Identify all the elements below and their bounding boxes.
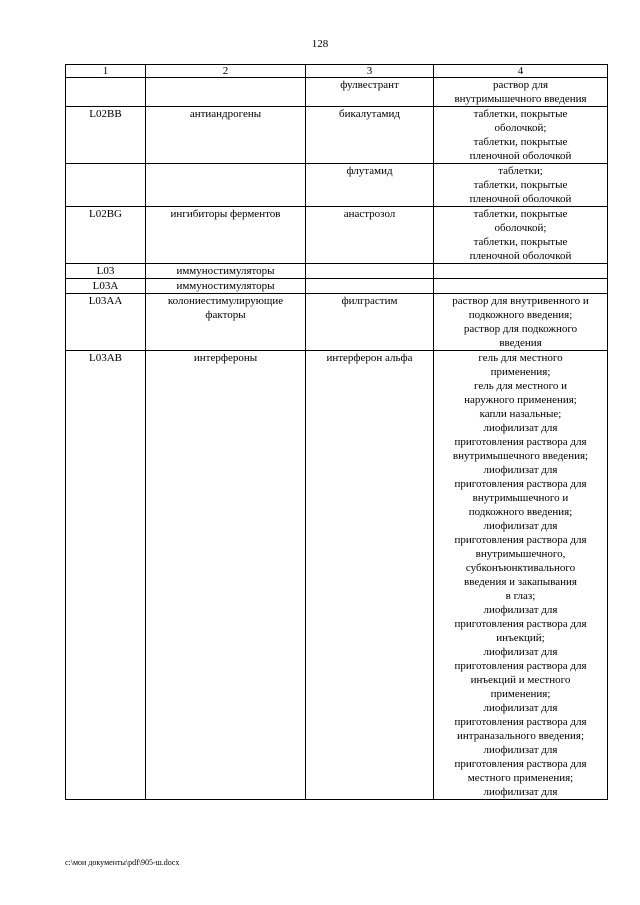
dosage-form-line: применения; [490,366,551,378]
dosage-form-line: местного применения; [467,772,574,784]
dosage-form-line: приготовления раствора для [454,716,587,728]
group-name-cell: иммуностимуляторы [146,279,306,294]
table-row [66,279,608,294]
dosage-form-line: подкожного введения; [468,309,573,321]
dosage-form-line: капли назальные; [479,408,562,420]
dosage-form-line: приготовления раствора для [454,660,587,672]
header-col-2: 2 [146,65,306,78]
substance-cell: анастрозол [306,207,434,264]
dosage-form-line: пленочной оболочкой [469,150,572,162]
table-row [66,351,608,800]
dosage-form-line: наружного применения; [464,394,577,406]
table-row [66,78,608,107]
dosage-forms-cell [434,351,608,800]
group-name-cell [146,164,306,207]
dosage-form-line: в глаз; [505,590,536,602]
dosage-form-line: интраназального введения; [457,730,584,742]
dosage-form-line: внутримышечного введения [454,93,587,105]
dosage-form-line: оболочкой; [494,222,547,234]
dosage-form-line: лиофилизат для [483,702,558,714]
file-path-footer: c:\мои документы\pdf\905-ш.docx [65,858,180,867]
substance-cell: интерферон альфа [306,351,434,800]
dosage-form-line: гель для местного и [474,380,567,392]
dosage-form-line: субконъюнктивального [465,562,576,574]
dosage-forms-cell [434,279,608,294]
table-row [66,107,608,164]
dosage-form-line: таблетки, покрытые [473,179,568,191]
dosage-form-line: оболочкой; [494,122,547,134]
dosage-form-line: таблетки, покрытые [473,108,568,120]
dosage-form-line: лиофилизат для [483,520,558,532]
dosage-form-line: лиофилизат для [483,646,558,658]
dosage-form-line: приготовления раствора для [454,618,587,630]
dosage-form-line: применения; [490,688,551,700]
table-row [66,294,608,351]
dosage-forms-cell [434,207,608,264]
header-col-4: 4 [434,65,608,78]
group-name-cell: интерфероны [146,351,306,800]
dosage-form-line: таблетки; [498,165,543,177]
group-name-cell: антиандрогены [146,107,306,164]
header-col-3: 3 [306,65,434,78]
substance-cell: филграстим [306,294,434,351]
substance-cell [306,279,434,294]
dosage-forms-cell [434,264,608,279]
drug-table [65,64,608,800]
dosage-forms-cell [434,78,608,107]
dosage-form-line: внутримышечного и [472,492,569,504]
dosage-form-line: приготовления раствора для [454,478,587,490]
header-col-1: 1 [66,65,146,78]
dosage-forms-cell [434,164,608,207]
dosage-form-line: гель для местного [478,352,563,364]
dosage-form-line: лиофилизат для [483,744,558,756]
dosage-form-line: таблетки, покрытые [473,208,568,220]
atc-code-cell: L02BG [66,207,146,264]
page-number: 128 [311,38,329,50]
dosage-form-line: пленочной оболочкой [469,193,572,205]
substance-cell: бикалутамид [306,107,434,164]
dosage-forms-cell [434,294,608,351]
dosage-form-line: таблетки, покрытые [473,236,568,248]
dosage-form-line: внутримышечного введения; [452,450,589,462]
dosage-form-line: внутримышечного, [475,548,566,560]
dosage-form-line: лиофилизат для [483,604,558,616]
table-header-row [66,65,608,78]
table-row [66,207,608,264]
atc-code-cell: L03 [66,264,146,279]
atc-code-cell: L03AB [66,351,146,800]
dosage-form-line: раствор для внутривенного и [452,295,589,307]
dosage-form-line: приготовления раствора для [454,436,587,448]
table-row [66,164,608,207]
substance-cell [306,264,434,279]
dosage-form-line: инъекций; [496,632,545,644]
atc-code-cell: L03AA [66,294,146,351]
dosage-form-line: лиофилизат для [483,786,558,798]
atc-code-cell: L02BB [66,107,146,164]
table-row [66,264,608,279]
dosage-forms-cell [434,107,608,164]
dosage-form-line: введения [499,337,542,349]
dosage-form-line: лиофилизат для [483,464,558,476]
dosage-form-line: раствор для [492,79,549,91]
dosage-form-line: подкожного введения; [468,506,573,518]
dosage-form-line: лиофилизат для [483,422,558,434]
substance-cell: флутамид [306,164,434,207]
atc-code-cell [66,78,146,107]
dosage-form-line: инъекций и местного [470,674,571,686]
group-name-cell: колониестимулирующие факторы [146,294,306,351]
dosage-form-line: приготовления раствора для [454,758,587,770]
dosage-form-line: раствор для подкожного [463,323,578,335]
group-name-cell [146,78,306,107]
group-name-cell: ингибиторы ферментов [146,207,306,264]
dosage-form-line: приготовления раствора для [454,534,587,546]
atc-code-cell: L03A [66,279,146,294]
dosage-form-line: пленочной оболочкой [469,250,572,262]
substance-cell: фулвестрант [306,78,434,107]
group-name-cell: иммуностимуляторы [146,264,306,279]
dosage-form-line: введения и закапывания [464,576,577,588]
dosage-form-line: таблетки, покрытые [473,136,568,148]
atc-code-cell [66,164,146,207]
